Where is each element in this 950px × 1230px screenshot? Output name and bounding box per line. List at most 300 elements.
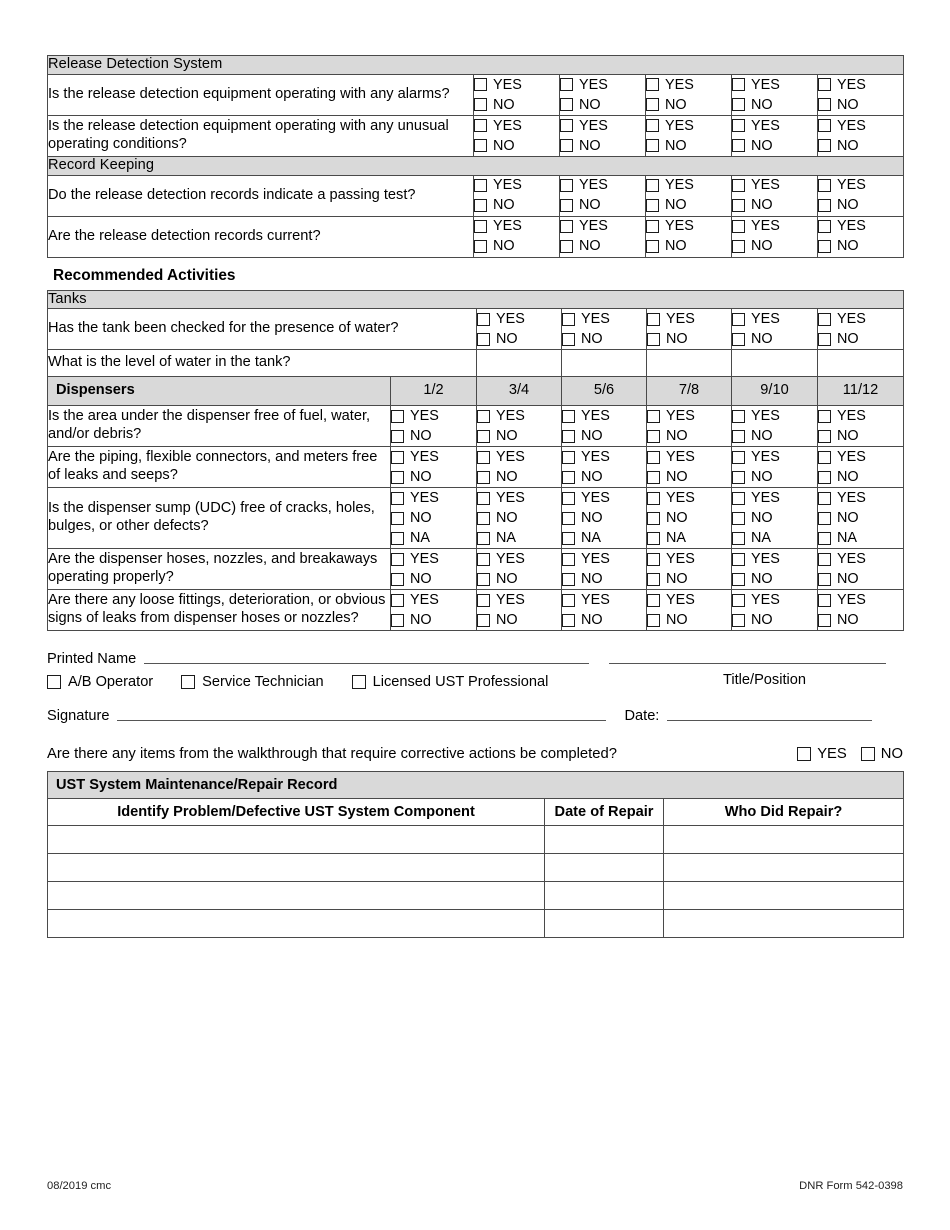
page-footer (47, 1180, 903, 1192)
option-label-no: NO (751, 611, 773, 628)
option-label-no: NO (751, 197, 773, 214)
checkbox-na[interactable] (732, 532, 745, 545)
checkbox-no[interactable] (732, 98, 745, 111)
checkbox-no[interactable] (818, 512, 831, 525)
option-label-no: NO (751, 509, 773, 526)
answer-cell-col1[interactable] (391, 488, 477, 549)
answer-cell-col2[interactable] (560, 115, 646, 156)
date-cell[interactable] (545, 854, 664, 882)
option-label-no: NO (581, 468, 603, 485)
checkbox-yes[interactable] (732, 553, 745, 566)
checkbox-yes[interactable] (647, 553, 660, 566)
checkbox-no[interactable] (477, 573, 490, 586)
option-label-yes: YES (493, 177, 522, 194)
checkbox-no[interactable] (391, 512, 404, 525)
checkbox-yes[interactable] (647, 313, 660, 326)
answer-cell-col1[interactable] (391, 590, 477, 631)
signature-block (47, 651, 903, 762)
dispenser-column-header-6: 11/12 (818, 377, 904, 406)
answer-cell-col2[interactable] (477, 488, 562, 549)
checkbox-no[interactable] (477, 512, 490, 525)
checkbox-no[interactable] (391, 430, 404, 443)
answer-cell-col3[interactable] (646, 115, 732, 156)
option-label-na: NA (751, 529, 771, 546)
answer-cell-col3[interactable] (562, 549, 647, 590)
repair-record-table (47, 771, 904, 938)
checkbox-yes[interactable] (562, 410, 575, 423)
recommended-activities-heading: Recommended Activities (53, 266, 236, 284)
option-label-no: NO (496, 427, 518, 444)
checkbox-yes[interactable] (560, 179, 573, 192)
option-label-yes: YES (579, 218, 608, 235)
checkbox-yes[interactable] (818, 78, 831, 91)
answer-cell-col4[interactable] (647, 447, 732, 488)
corrective-yes-option[interactable] (797, 746, 847, 762)
checkbox-no[interactable] (646, 199, 659, 212)
checkbox-no[interactable] (562, 512, 575, 525)
option-label-yes: YES (751, 117, 780, 134)
checkbox-yes[interactable] (391, 451, 404, 464)
checkbox-yes[interactable] (732, 119, 745, 132)
who-cell[interactable] (664, 882, 904, 910)
problem-cell[interactable] (48, 854, 545, 882)
checkbox-yes[interactable] (477, 451, 490, 464)
checkbox-no[interactable] (732, 614, 745, 627)
checkbox-no[interactable] (732, 471, 745, 484)
checkbox-no[interactable] (647, 573, 660, 586)
title-position-input[interactable] (609, 662, 886, 664)
table-row (48, 549, 904, 590)
answer-cell-col4[interactable] (647, 549, 732, 590)
option-label-yes: YES (579, 117, 608, 134)
checkbox-yes[interactable] (477, 492, 490, 505)
checkbox-no[interactable] (560, 199, 573, 212)
option-label-no: NO (496, 331, 518, 348)
option-label-yes: YES (579, 76, 608, 93)
signature-label: Signature (47, 708, 110, 725)
answer-cell-col1[interactable] (474, 216, 560, 257)
checkbox-yes[interactable] (562, 313, 575, 326)
answer-cell-col3[interactable] (562, 406, 647, 447)
checkbox-yes[interactable] (560, 119, 573, 132)
checkbox-yes[interactable] (818, 119, 831, 132)
checkbox-no[interactable] (818, 614, 831, 627)
question-label: Is the dispenser sump (UDC) free of cracks, holes, bulges, or other defects? (48, 488, 391, 549)
option-label-no: NO (666, 427, 688, 444)
checkbox-yes[interactable] (818, 492, 831, 505)
checkbox-no[interactable] (647, 614, 660, 627)
date-cell[interactable] (545, 882, 664, 910)
checkbox-no[interactable] (732, 573, 745, 586)
checkbox-yes[interactable] (474, 119, 487, 132)
footer-revision: 08/2019 cmc (47, 1180, 112, 1192)
option-label-no: NO (880, 746, 903, 763)
checkbox-yes[interactable] (562, 553, 575, 566)
option-label-yes: YES (581, 448, 610, 465)
table-row (48, 216, 904, 257)
option-label-yes: YES (665, 177, 694, 194)
option-label-no: NO (751, 570, 773, 587)
option-label-no: NO (493, 197, 515, 214)
role-checkbox-group (47, 674, 548, 690)
checkbox-yes[interactable] (477, 313, 490, 326)
checkbox-yes[interactable] (647, 451, 660, 464)
option-label-no: NO (581, 331, 603, 348)
answer-cell-col1[interactable] (477, 309, 562, 350)
answer-cell-col3[interactable] (646, 216, 732, 257)
column-header-problem: Identify Problem/Defective UST System Component (48, 799, 545, 826)
option-label-yes: YES (837, 177, 866, 194)
checkbox-no[interactable] (477, 471, 490, 484)
checkbox-no[interactable] (732, 139, 745, 152)
option-label-yes: YES (410, 591, 439, 608)
checkbox-no[interactable] (818, 139, 831, 152)
answer-cell-col3[interactable] (647, 309, 732, 350)
date-cell[interactable] (545, 826, 664, 854)
option-label-no: NO (837, 570, 859, 587)
answer-cell-col5[interactable] (732, 447, 818, 488)
option-label-na: NA (410, 529, 430, 546)
checkbox-yes[interactable] (732, 78, 745, 91)
checkbox-no[interactable] (646, 98, 659, 111)
checkbox-no[interactable] (818, 199, 831, 212)
option-label-yes: YES (837, 448, 866, 465)
question-label: Is the release detection equipment operating with any alarms? (48, 74, 474, 115)
option-label-yes: YES (666, 311, 695, 328)
checkbox-yes[interactable] (732, 220, 745, 233)
dispenser-column-header-5: 9/10 (732, 377, 818, 406)
checkbox-yes[interactable] (477, 553, 490, 566)
checkbox-ab-operator[interactable] (47, 675, 61, 689)
problem-cell[interactable] (48, 882, 545, 910)
answer-cell-col1[interactable] (474, 115, 560, 156)
checkbox-no[interactable] (732, 512, 745, 525)
water-level-input-col1[interactable] (477, 350, 562, 377)
option-label-yes: YES (496, 448, 525, 465)
option-label-yes: YES (496, 591, 525, 608)
answer-cell-col3[interactable] (562, 447, 647, 488)
corrective-actions-row (47, 746, 903, 762)
table-row (48, 826, 904, 854)
option-label-no: NO (837, 611, 859, 628)
printed-name-input[interactable] (144, 662, 589, 664)
answer-cell-col1[interactable] (391, 406, 477, 447)
option-label-yes: YES (493, 76, 522, 93)
option-label-no: NO (666, 570, 688, 587)
option-label-yes: YES (581, 407, 610, 424)
checkbox-yes[interactable] (474, 78, 487, 91)
date-input[interactable] (667, 719, 872, 721)
checkbox-na[interactable] (562, 532, 575, 545)
printed-name-row (47, 651, 903, 667)
option-label-yes: YES (493, 117, 522, 134)
water-level-input-col5[interactable] (818, 350, 904, 377)
option-label-no: NO (666, 611, 688, 628)
option-label-no: NO (493, 96, 515, 113)
option-label-yes: YES (751, 448, 780, 465)
answer-cell-col5[interactable] (732, 549, 818, 590)
checkbox-yes[interactable] (646, 220, 659, 233)
answer-cell-col3[interactable] (646, 175, 732, 216)
checkbox-no[interactable] (732, 333, 745, 346)
checkbox-no[interactable] (732, 199, 745, 212)
checkbox-yes[interactable] (647, 594, 660, 607)
checkbox-service-technician[interactable] (181, 675, 195, 689)
option-label-no: NO (410, 468, 432, 485)
answer-cell-col6[interactable] (818, 488, 904, 549)
checkbox-yes[interactable] (646, 179, 659, 192)
checkbox-yes[interactable] (732, 179, 745, 192)
checkbox-yes[interactable] (732, 410, 745, 423)
checkbox-no[interactable] (647, 430, 660, 443)
answer-cell-col6[interactable] (818, 406, 904, 447)
checkbox-yes[interactable] (477, 594, 490, 607)
option-label-no: NO (493, 137, 515, 154)
checkbox-yes[interactable] (646, 119, 659, 132)
checkbox-no[interactable] (647, 512, 660, 525)
checkbox-no[interactable] (732, 240, 745, 253)
answer-cell-col5[interactable] (818, 74, 904, 115)
checkbox-no[interactable] (562, 430, 575, 443)
option-label-no: NO (579, 238, 601, 255)
answer-cell-col5[interactable] (732, 406, 818, 447)
signature-row (47, 708, 903, 724)
checkbox-no[interactable] (474, 98, 487, 111)
who-cell[interactable] (664, 854, 904, 882)
answer-cell-col5[interactable] (818, 309, 904, 350)
checkbox-yes[interactable] (560, 78, 573, 91)
option-label-no: NO (410, 509, 432, 526)
option-label-yes: YES (666, 448, 695, 465)
section-title: Dispensers (48, 377, 391, 406)
option-label-yes: YES (751, 311, 780, 328)
option-label-yes: YES (666, 550, 695, 567)
section-header-release-detection (48, 56, 904, 75)
checkbox-yes[interactable] (646, 78, 659, 91)
checkbox-yes[interactable] (732, 451, 745, 464)
checkbox-no[interactable] (391, 471, 404, 484)
question-label: Are there any loose fittings, deterioration, or obvious signs of leaks from dispenser hoses or nozzles? (48, 590, 391, 631)
section-header-dispensers (48, 377, 904, 406)
option-label-no: NO (666, 509, 688, 526)
option-label-yes: YES (410, 407, 439, 424)
answer-cell-col3[interactable] (646, 74, 732, 115)
answer-cell-col2[interactable] (560, 175, 646, 216)
checkbox-na[interactable] (391, 532, 404, 545)
water-level-input-col3[interactable] (647, 350, 732, 377)
answer-cell-col6[interactable] (818, 549, 904, 590)
checkbox-no[interactable] (818, 333, 831, 346)
checkbox-yes[interactable] (818, 594, 831, 607)
signature-input[interactable] (117, 719, 606, 721)
checkbox-no[interactable] (562, 614, 575, 627)
answer-cell-col2[interactable] (477, 590, 562, 631)
role-label-ab-operator: A/B Operator (68, 674, 154, 691)
problem-cell[interactable] (48, 910, 545, 938)
option-label-na: NA (496, 529, 516, 546)
checkbox-no[interactable] (562, 333, 575, 346)
checkbox-na[interactable] (647, 532, 660, 545)
section-title: Release Detection System (48, 56, 904, 75)
option-label-no: NO (837, 427, 859, 444)
checkbox-no[interactable] (732, 430, 745, 443)
option-label-yes: YES (837, 218, 866, 235)
checkbox-yes[interactable] (732, 594, 745, 607)
checkbox-yes[interactable] (732, 313, 745, 326)
answer-cell-col6[interactable] (818, 590, 904, 631)
checkbox-yes[interactable] (818, 179, 831, 192)
checkbox-no[interactable] (861, 747, 875, 761)
option-label-yes: YES (751, 550, 780, 567)
option-label-no: NO (837, 137, 859, 154)
option-label-yes: YES (496, 489, 525, 506)
checkbox-na[interactable] (477, 532, 490, 545)
checkbox-yes[interactable] (818, 220, 831, 233)
answer-cell-col6[interactable] (818, 447, 904, 488)
answer-cell-col2[interactable] (560, 216, 646, 257)
answer-cell-col4[interactable] (647, 406, 732, 447)
checkbox-yes[interactable] (560, 220, 573, 233)
problem-cell[interactable] (48, 826, 545, 854)
answer-cell-col4[interactable] (732, 74, 818, 115)
answer-cell-col2[interactable] (477, 447, 562, 488)
option-label-no: NO (751, 137, 773, 154)
checkbox-no[interactable] (474, 240, 487, 253)
checkbox-no[interactable] (477, 333, 490, 346)
question-label: Are the release detection records current? (48, 216, 474, 257)
option-label-na: NA (666, 529, 686, 546)
checkbox-yes[interactable] (391, 492, 404, 505)
checkbox-yes[interactable] (562, 451, 575, 464)
answer-cell-col3[interactable] (562, 488, 647, 549)
checkbox-yes[interactable] (732, 492, 745, 505)
checkbox-yes[interactable] (474, 220, 487, 233)
answer-cell-col1[interactable] (391, 447, 477, 488)
option-label-no: NO (581, 570, 603, 587)
question-label: What is the level of water in the tank? (48, 350, 477, 377)
answer-cell-col3[interactable] (562, 590, 647, 631)
answer-cell-col4[interactable] (732, 216, 818, 257)
answer-cell-col1[interactable] (391, 549, 477, 590)
table-row (48, 854, 904, 882)
answer-cell-col1[interactable] (474, 74, 560, 115)
checkbox-yes[interactable] (647, 492, 660, 505)
who-cell[interactable] (664, 910, 904, 938)
checkbox-no[interactable] (474, 199, 487, 212)
answer-cell-col2[interactable] (477, 549, 562, 590)
checkbox-yes[interactable] (818, 410, 831, 423)
checkbox-yes[interactable] (391, 594, 404, 607)
water-level-input-col2[interactable] (562, 350, 647, 377)
checkbox-no[interactable] (391, 573, 404, 586)
checkbox-no[interactable] (562, 573, 575, 586)
checkbox-no[interactable] (477, 614, 490, 627)
checkbox-no[interactable] (647, 333, 660, 346)
option-label-na: NA (837, 529, 857, 546)
checkbox-yes[interactable] (647, 410, 660, 423)
water-level-input-col4[interactable] (732, 350, 818, 377)
option-label-no: NO (410, 427, 432, 444)
checkbox-yes[interactable] (477, 410, 490, 423)
answer-cell-col5[interactable] (818, 175, 904, 216)
option-label-yes: YES (496, 550, 525, 567)
checkbox-no[interactable] (818, 573, 831, 586)
tanks-dispensers-table (47, 290, 904, 632)
checkbox-na[interactable] (818, 532, 831, 545)
answer-cell-col2[interactable] (562, 309, 647, 350)
corrective-no-option[interactable] (861, 746, 903, 762)
option-label-yes: YES (837, 591, 866, 608)
answer-cell-col4[interactable] (647, 488, 732, 549)
checkbox-no[interactable] (646, 240, 659, 253)
option-label-no: NO (751, 331, 773, 348)
answer-cell-col4[interactable] (732, 309, 818, 350)
checkbox-yes[interactable] (474, 179, 487, 192)
answer-cell-col5[interactable] (732, 590, 818, 631)
answer-cell-col4[interactable] (647, 590, 732, 631)
checkbox-no[interactable] (562, 471, 575, 484)
checkbox-no[interactable] (477, 430, 490, 443)
option-label-no: NO (410, 611, 432, 628)
section-title: Record Keeping (48, 156, 904, 175)
answer-cell-col2[interactable] (477, 406, 562, 447)
checkbox-no[interactable] (560, 240, 573, 253)
option-label-no: NO (837, 96, 859, 113)
checkbox-yes[interactable] (818, 553, 831, 566)
checkbox-no[interactable] (647, 471, 660, 484)
option-label-yes: YES (837, 550, 866, 567)
answer-cell-col2[interactable] (560, 74, 646, 115)
checkbox-licensed-ust-professional[interactable] (352, 675, 366, 689)
date-cell[interactable] (545, 910, 664, 938)
option-label-no: NO (579, 96, 601, 113)
answer-cell-col5[interactable] (818, 216, 904, 257)
dispenser-column-header-3: 5/6 (562, 377, 647, 406)
checkbox-yes[interactable] (797, 747, 811, 761)
checkbox-yes[interactable] (391, 553, 404, 566)
checkbox-no[interactable] (646, 139, 659, 152)
role-label-service-technician: Service Technician (202, 674, 324, 691)
table-row (48, 447, 904, 488)
checkbox-yes[interactable] (818, 313, 831, 326)
who-cell[interactable] (664, 826, 904, 854)
checkbox-no[interactable] (818, 471, 831, 484)
section-title: UST System Maintenance/Repair Record (48, 772, 904, 799)
answer-cell-col4[interactable] (732, 175, 818, 216)
checkbox-yes[interactable] (391, 410, 404, 423)
checkbox-yes[interactable] (562, 594, 575, 607)
option-label-no: NO (837, 197, 859, 214)
answer-cell-col5[interactable] (818, 115, 904, 156)
checkbox-yes[interactable] (562, 492, 575, 505)
answer-cell-col1[interactable] (474, 175, 560, 216)
checkbox-no[interactable] (560, 139, 573, 152)
checkbox-no[interactable] (818, 430, 831, 443)
option-label-no: NO (666, 468, 688, 485)
checkbox-no[interactable] (560, 98, 573, 111)
checkbox-no[interactable] (818, 98, 831, 111)
checkbox-no[interactable] (818, 240, 831, 253)
footer-form-number: DNR Form 542-0398 (799, 1180, 903, 1192)
question-label: Do the release detection records indicate a passing test? (48, 175, 474, 216)
answer-cell-col5[interactable] (732, 488, 818, 549)
checkbox-yes[interactable] (818, 451, 831, 464)
option-label-no: NO (579, 137, 601, 154)
checkbox-no[interactable] (391, 614, 404, 627)
checkbox-no[interactable] (474, 139, 487, 152)
table-row (48, 488, 904, 549)
answer-cell-col4[interactable] (732, 115, 818, 156)
